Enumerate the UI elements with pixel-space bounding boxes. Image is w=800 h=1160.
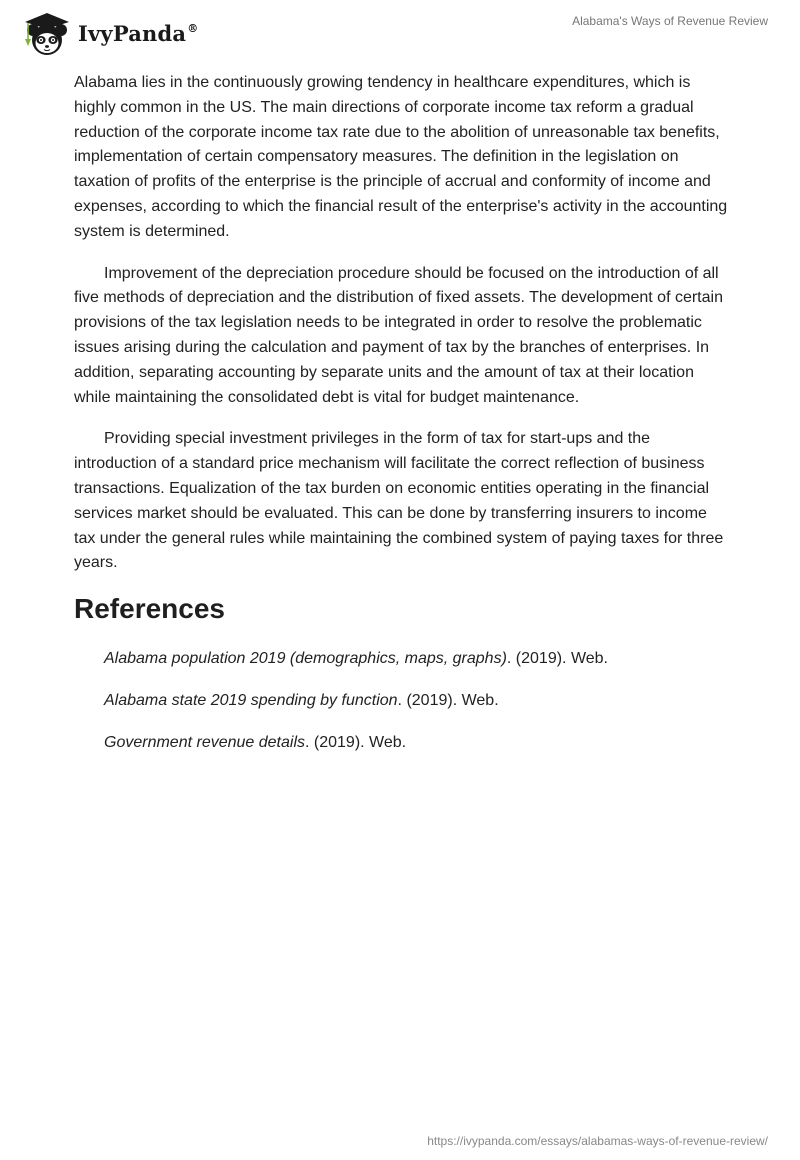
essay-body <box>74 71 730 773</box>
reference-details: . (2019). Web. <box>305 734 407 752</box>
paragraph: Alabama lies in the continuously growing tendency in healthcare expenditures, which is highly common in the US. The main directions of corporate income tax reform a gradual reduction of the corporate income tax rate due to the abolition of unreasonable tax benefits, implementation of certain compensatory measures. The definition in the legislation on taxation of profits of the enterprise is the principle of accrual and conformity of income and expenses, according to which the financial result of the enterprise's activity in the accounting system is determined. <box>74 74 728 240</box>
panda-graduate-logo-icon <box>16 8 76 58</box>
brand-name: IvyPanda® <box>78 20 199 46</box>
paragraph: Providing special investment privileges in the form of tax for start-ups and the introduction of a standard price mechanism will facilitate the correct reflection of business transactions. Equalization of the tax burden on economic entities operating in the financial services market should be evaluated. This can be done by transferring insurers to income tax under the general rules while maintaining the combined system of paying taxes for three years. <box>74 430 724 572</box>
paragraph: Improvement of the depreciation procedure should be focused on the introduction of all five methods of depreciation and the distribution of fixed assets. The development of certain provisions of the tax legislation needs to be integrated in order to resolve the problematic issues arising during the calculation and payment of tax by the branches of enterprises. In addition, separating accounting by separate units and the amount of tax at their location while maintaining the consolidated debt is vital for budget maintenance. <box>74 264 723 406</box>
reference-title: Government revenue details <box>104 734 305 752</box>
reference-item <box>104 689 730 713</box>
brand-logo[interactable] <box>16 8 198 58</box>
reference-details: . (2019). Web. <box>506 650 608 668</box>
reference-item <box>104 647 730 671</box>
reference-item <box>104 731 730 755</box>
reference-title: Alabama state 2019 spending by function <box>104 692 398 710</box>
footer-url-link[interactable]: https://ivypanda.com/essays/alabamas-ways-of-revenue-review/ <box>427 1134 768 1148</box>
references-heading: References <box>74 593 225 625</box>
running-title: Alabama's Ways of Revenue Review <box>572 14 768 28</box>
reference-title: Alabama population 2019 (demographics, maps, graphs) <box>104 650 507 668</box>
page-header <box>0 0 800 60</box>
reference-details: . (2019). Web. <box>397 692 499 710</box>
